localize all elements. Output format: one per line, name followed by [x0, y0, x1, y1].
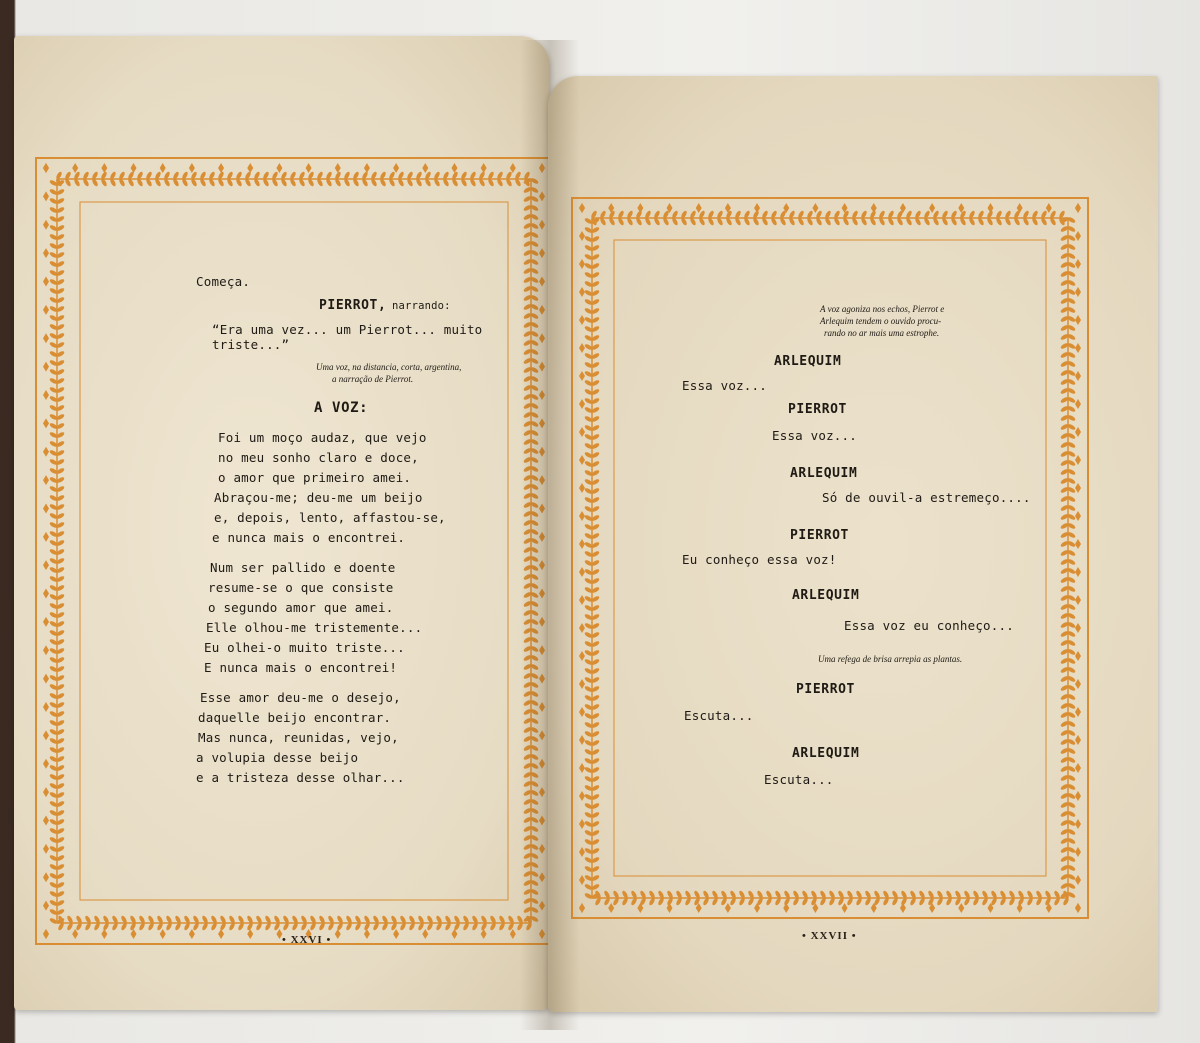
left-verse-13: Esse amor deu-me o desejo, — [200, 690, 401, 705]
left-verse-5: e, depois, lento, affastou-se, — [214, 510, 446, 525]
left-verse-9: o segundo amor que amei. — [208, 600, 394, 615]
left-verse-16: a volupia desse beijo — [196, 750, 359, 765]
left-line-2: narrando: — [392, 300, 451, 312]
right-stage-direction-3: rando no ar mais uma estrophe. — [824, 328, 940, 338]
right-speaker-7: ARLEQUIM — [792, 746, 860, 761]
right-stage-direction-2: Arlequim tendem o ouvido procu- — [820, 316, 942, 326]
left-stage-direction-2: a narração de Pierrot. — [332, 374, 414, 384]
left-verse-2: no meu sonho claro e doce, — [218, 450, 419, 465]
left-line-0: Começa. — [196, 274, 251, 289]
left-verse-4: Abraçou-me; deu-me um beijo — [214, 490, 423, 505]
right-speaker-6: PIERROT — [796, 682, 855, 697]
left-ornamental-border — [34, 156, 554, 946]
right-line-7: Escuta... — [764, 772, 834, 787]
book-spine-shadow — [520, 40, 580, 1030]
right-speaker-5: ARLEQUIM — [792, 588, 860, 603]
left-verse-17: e a tristeza desse olhar... — [196, 770, 405, 785]
left-page — [14, 36, 550, 1010]
right-page — [548, 76, 1158, 1012]
left-verse-12: E nunca mais o encontrei! — [204, 660, 398, 675]
left-verse-6: e nunca mais o encontrei. — [212, 530, 406, 545]
right-line-1: Essa voz... — [682, 378, 767, 393]
right-speaker-1: ARLEQUIM — [774, 354, 842, 369]
right-stage-direction-1: A voz agoniza nos echos, Pierrot e — [820, 304, 945, 314]
right-line-2: Essa voz... — [772, 428, 857, 443]
right-line-3: Só de ouvil-a estremeço.... — [822, 490, 1031, 505]
right-line-6: Escuta... — [684, 708, 754, 723]
left-speaker-pierrot: PIERROT, — [319, 298, 387, 313]
right-line-4: Eu conheço essa voz! — [682, 552, 837, 567]
right-speaker-3: ARLEQUIM — [790, 466, 858, 481]
left-stage-direction-1: Uma voz, na distancia, corta, argentina, — [316, 362, 462, 372]
left-verse-8: resume-se o que consiste — [208, 580, 394, 595]
right-page-number: • XXVII • — [802, 930, 857, 942]
left-verse-1: Foi um moço audaz, que vejo — [218, 430, 427, 445]
left-page-number: • XXVI • — [282, 934, 332, 946]
left-verse-11: Eu olhei-o muito triste... — [204, 640, 405, 655]
left-verse-15: Mas nunca, reunidas, vejo, — [198, 730, 399, 745]
left-line-3: “Era uma vez... um Pierrot... muito triste...” — [212, 322, 483, 352]
left-verse-7: Num ser pallido e doente — [210, 560, 396, 575]
right-speaker-2: PIERROT — [788, 402, 847, 417]
left-verse-14: daquelle beijo encontrar. — [198, 710, 392, 725]
right-line-5: Essa voz eu conheço... — [844, 618, 1014, 633]
left-verse-3: o amor que primeiro amei. — [218, 470, 412, 485]
right-stage-direction-4: Uma refega de brisa arrepia as plantas. — [818, 654, 963, 664]
right-speaker-4: PIERROT — [790, 528, 849, 543]
left-heading-a-voz: A VOZ: — [314, 400, 369, 416]
left-verse-10: Elle olhou-me tristemente... — [206, 620, 423, 635]
